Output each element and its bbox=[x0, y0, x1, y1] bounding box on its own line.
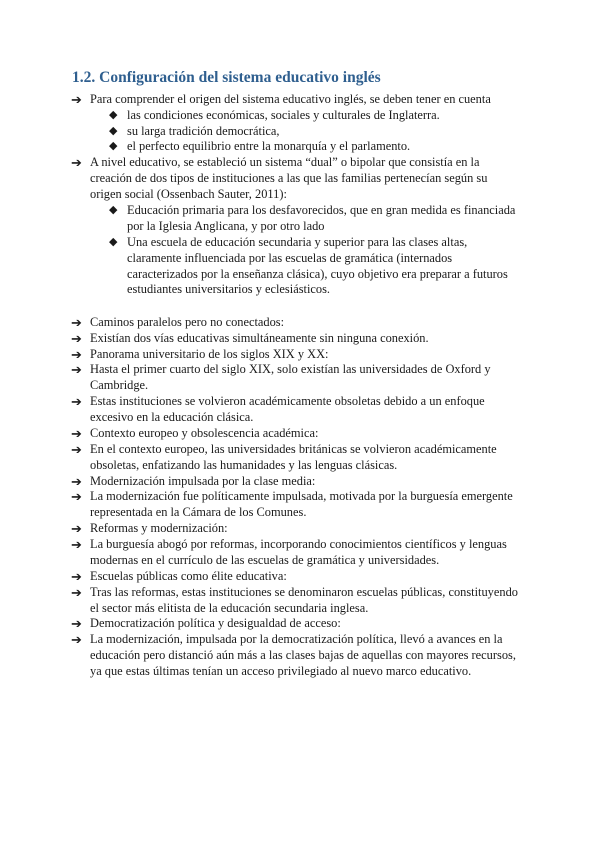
diamond-icon: ◆ bbox=[109, 204, 118, 216]
list-item-text: La modernización, impulsada por la democratización política, llevó a avances en la educación pero distanció aún más a las clases bajas de aquellas con mayores recursos, ya que estas últimas tenían un acceso privilegiado al nuevo marco educativo. bbox=[90, 632, 516, 678]
diamond-icon: ◆ bbox=[109, 140, 118, 152]
list-item-text: La modernización fue políticamente impulsada, motivada por la burguesía emergente representada en la Cámara de los Comunes. bbox=[90, 489, 513, 519]
list-item bbox=[71, 521, 520, 537]
arrow-icon: ➔ bbox=[71, 569, 82, 584]
list-item-text: Modernización impulsada por la clase media: bbox=[90, 474, 316, 488]
list-item bbox=[71, 331, 520, 347]
list-item bbox=[71, 489, 520, 521]
list-item bbox=[71, 426, 520, 442]
arrow-icon: ➔ bbox=[71, 394, 82, 409]
sub-list-item bbox=[109, 124, 517, 140]
section-heading: 1.2. Configuración del sistema educativo inglés bbox=[72, 69, 381, 86]
arrow-icon: ➔ bbox=[71, 315, 82, 330]
diamond-icon: ◆ bbox=[109, 125, 118, 137]
sub-list-item bbox=[109, 203, 517, 235]
arrow-icon: ➔ bbox=[71, 331, 82, 346]
arrow-icon: ➔ bbox=[71, 632, 82, 647]
list-item-text: Contexto europeo y obsolescencia académica: bbox=[90, 426, 319, 440]
diamond-icon: ◆ bbox=[109, 236, 118, 248]
list-item bbox=[71, 394, 520, 426]
sub-list-item-text: Educación primaria para los desfavorecidos, que en gran medida es financiada por la Iglesia Anglicana, y por otro lado bbox=[127, 203, 516, 233]
list-item-text: Reformas y modernización: bbox=[90, 521, 228, 535]
arrow-icon: ➔ bbox=[71, 362, 82, 377]
list-item bbox=[71, 347, 520, 363]
list-item-text: Panorama universitario de los siglos XIX y XX: bbox=[90, 347, 329, 361]
sub-list-item bbox=[109, 108, 517, 124]
arrow-icon: ➔ bbox=[71, 347, 82, 362]
sub-list-item bbox=[109, 139, 517, 155]
list-item bbox=[71, 315, 520, 331]
arrow-icon: ➔ bbox=[71, 426, 82, 441]
arrow-icon: ➔ bbox=[71, 489, 82, 504]
list-item bbox=[71, 585, 520, 617]
list-item bbox=[71, 616, 520, 632]
list-item-text: En el contexto europeo, las universidades británicas se volvieron académicamente obsoletas, enfatizando las humanidades y las lenguas clásicas. bbox=[90, 442, 497, 472]
list-item bbox=[71, 537, 520, 569]
list-item-text: Hasta el primer cuarto del siglo XIX, solo existían las universidades de Oxford y Cambridge. bbox=[90, 362, 491, 392]
arrow-icon: ➔ bbox=[71, 442, 82, 457]
sub-list-item-text: el perfecto equilibrio entre la monarquía y el parlamento. bbox=[127, 139, 411, 153]
arrow-icon: ➔ bbox=[71, 474, 82, 489]
list-item-text: Existían dos vías educativas simultáneamente sin ninguna conexión. bbox=[90, 331, 429, 345]
arrow-icon: ➔ bbox=[71, 537, 82, 552]
list-item bbox=[71, 362, 520, 394]
list-item-text: Democratización política y desigualdad de acceso: bbox=[90, 616, 341, 630]
list-item bbox=[71, 442, 520, 474]
sub-list-item-text: su larga tradición democrática, bbox=[127, 124, 280, 138]
list-item-text: La burguesía abogó por reformas, incorporando conocimientos científicos y lenguas modernas en el currículo de las escuelas de gramática y universidades. bbox=[90, 537, 507, 567]
arrow-icon: ➔ bbox=[71, 521, 82, 536]
arrow-icon: ➔ bbox=[71, 92, 82, 107]
sub-list-item-text: Una escuela de educación secundaria y superior para las clases altas, claramente influenciada por las escuelas de gramática (internados caracterizados por la enseñanza clásica), cuyo objetivo era preparar a futuros estudiantes universitarios y eclesiásticos. bbox=[127, 235, 508, 297]
list-item-text: Para comprender el origen del sistema educativo inglés, se deben tener en cuenta bbox=[90, 92, 491, 106]
arrow-icon: ➔ bbox=[71, 155, 82, 170]
sub-list-item-text: las condiciones económicas, sociales y culturales de Inglaterra. bbox=[127, 108, 440, 122]
list-item-text: Tras las reformas, estas instituciones se denominaron escuelas públicas, constituyendo el sector más elitista de la educación secundaria inglesa. bbox=[90, 585, 518, 615]
list-item-text: A nivel educativo, se estableció un sistema “dual” o bipolar que consistía en la creación de dos tipos de instituciones a las que las familias pertenecían según su origen social (Ossenbach Sauter, 2011): bbox=[90, 155, 488, 201]
list-item bbox=[71, 569, 520, 585]
diamond-icon: ◆ bbox=[109, 109, 118, 121]
list-item bbox=[71, 155, 520, 202]
list-item bbox=[71, 474, 520, 490]
list-item-text: Caminos paralelos pero no conectados: bbox=[90, 315, 285, 329]
list-item-text: Escuelas públicas como élite educativa: bbox=[90, 569, 287, 583]
arrow-icon: ➔ bbox=[71, 616, 82, 631]
list-item bbox=[71, 92, 520, 108]
sub-list-item bbox=[109, 235, 517, 298]
list-item bbox=[71, 632, 520, 679]
list-item-text: Estas instituciones se volvieron académicamente obsoletas debido a un enfoque excesivo en la educación clásica. bbox=[90, 394, 485, 424]
arrow-icon: ➔ bbox=[71, 585, 82, 600]
